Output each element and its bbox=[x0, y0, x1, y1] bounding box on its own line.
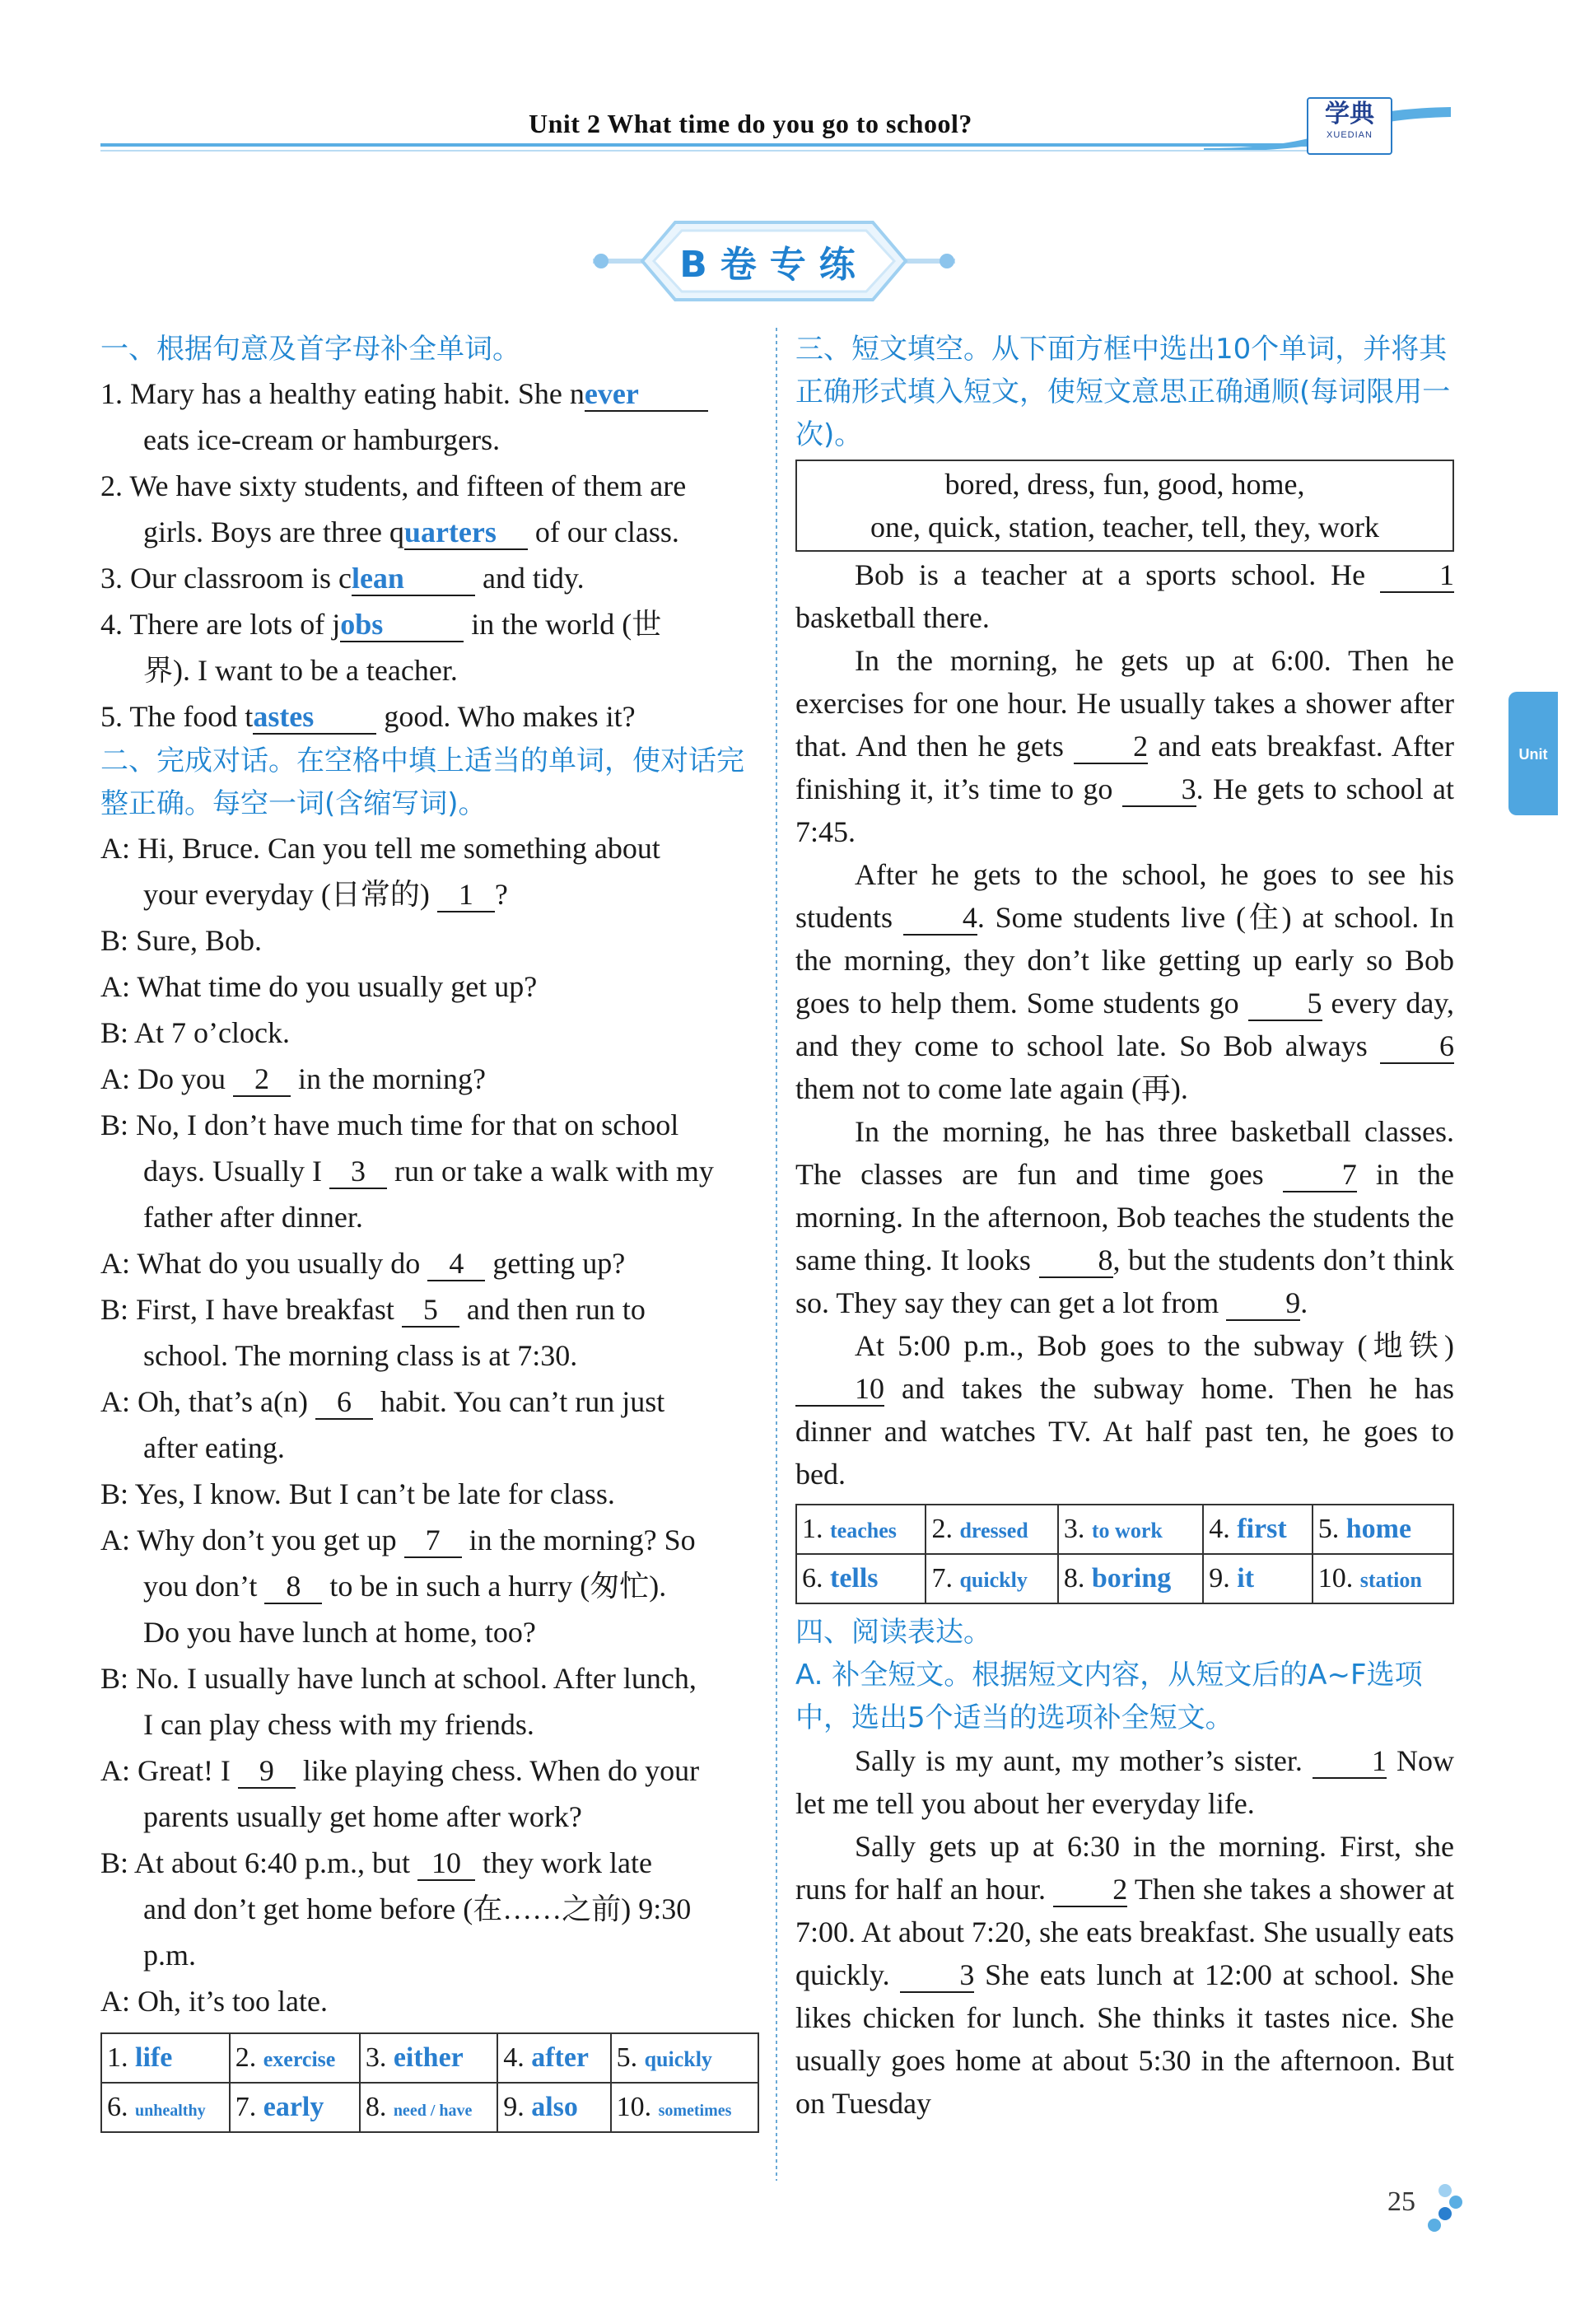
answer-value: teaches bbox=[830, 1519, 897, 1542]
blank-number: 7 bbox=[404, 1524, 462, 1558]
dialogue-line bbox=[100, 1886, 759, 1932]
dialogue-text: they work late bbox=[475, 1846, 652, 1879]
dialogue-text: B: No. I usually have lunch at school. After lunch, bbox=[100, 1662, 697, 1695]
dialogue-text: B: Yes, I know. But I can’t be late for class. bbox=[100, 1477, 615, 1510]
answer-number: 8. bbox=[365, 2092, 394, 2122]
blank-number: 8 bbox=[1039, 1244, 1113, 1278]
answer-number: 4. bbox=[503, 2042, 532, 2073]
answer-number: 1. bbox=[802, 1514, 830, 1544]
blank-number: 8 bbox=[264, 1570, 322, 1604]
dialogue-text: days. Usually I bbox=[143, 1155, 329, 1188]
dialogue-text: getting up? bbox=[485, 1247, 626, 1280]
answer-value: tells bbox=[830, 1563, 879, 1594]
column-divider bbox=[776, 328, 777, 2181]
passage-paragraph bbox=[795, 639, 1454, 853]
dialogue-text: A: What time do you usually get up? bbox=[100, 970, 538, 1003]
part2-answer-table bbox=[100, 2032, 759, 2133]
answer-number: 2. bbox=[235, 2042, 263, 2073]
dialogue-line bbox=[100, 917, 759, 964]
blank-number: 1 bbox=[1380, 558, 1454, 593]
answer-number: 3. bbox=[1063, 1514, 1092, 1544]
answer-cell bbox=[796, 1554, 926, 1603]
page-header bbox=[100, 97, 1451, 155]
answer-value: life bbox=[135, 2042, 173, 2073]
dialogue-line bbox=[100, 1332, 759, 1379]
dialogue-line bbox=[100, 871, 759, 917]
dialogue-text: run or take a walk with my bbox=[386, 1155, 714, 1188]
answer-cell bbox=[497, 2033, 610, 2083]
dialogue-text: A: Great! I bbox=[100, 1754, 238, 1787]
answer-number: 2. bbox=[931, 1514, 960, 1544]
part1-item-2-cont: girls. Boys are three quarters of our class. bbox=[143, 516, 679, 548]
passage-text: Now let me tell you about her everyday life. bbox=[795, 1744, 1455, 1820]
part1-item-5: 5. The food tastes good. Who makes it? bbox=[100, 700, 636, 733]
blank-number: 1 bbox=[437, 878, 495, 912]
answer-cell bbox=[360, 2083, 497, 2132]
passage-paragraph bbox=[795, 1739, 1454, 1825]
dialogue-line bbox=[100, 1609, 759, 1655]
answer-row bbox=[101, 2083, 758, 2132]
answer-value: either bbox=[393, 2042, 464, 2073]
answer-row bbox=[796, 1505, 1453, 1554]
blank-number: 3 bbox=[1122, 772, 1196, 807]
dialogue-line bbox=[100, 1701, 759, 1748]
dialogue-text: you don’t bbox=[143, 1570, 265, 1603]
answer-cell bbox=[926, 1554, 1057, 1603]
answer-cell bbox=[611, 2033, 758, 2083]
part3-heading: 三、短文填空。从下面方框中选出10个单词，并将其正确形式填入短文，使短文意思正确通顺(每词限用一次)。 bbox=[795, 333, 1451, 451]
dialogue-text: B: At 7 o’clock. bbox=[100, 1016, 290, 1049]
dialogue-text: Do you have lunch at home, too? bbox=[143, 1616, 536, 1649]
answer-cell bbox=[1058, 1554, 1203, 1603]
word-bank-line-2: one, quick, station, teacher, tell, they, work bbox=[870, 511, 1380, 544]
dialogue-line bbox=[100, 1148, 759, 1194]
section-title: B卷专练 bbox=[679, 244, 869, 286]
part3-passage bbox=[795, 553, 1454, 1496]
blank-number: 5 bbox=[1248, 987, 1322, 1021]
passage-text: In the morning, he gets up at 6:00. Then he exercises for one hour. He usually takes a shower after that. And then he gets bbox=[795, 644, 1454, 763]
answer-value: to work bbox=[1091, 1519, 1163, 1542]
word-bank-line-1: bored, dress, fun, good, home, bbox=[944, 468, 1305, 501]
dialogue-text: parents usually get home after work? bbox=[143, 1800, 582, 1833]
dialogue-line bbox=[100, 1240, 759, 1286]
passage-text: Then she takes a shower at 7:00. At about 7:20, she eats breakfast. She usually eats quickly. bbox=[795, 1873, 1454, 1991]
answer-cell bbox=[497, 2083, 610, 2132]
right-column bbox=[795, 328, 1454, 2125]
answer-value: it bbox=[1237, 1563, 1255, 1594]
unit-title: Unit 2 What time do you go to school? bbox=[529, 109, 972, 138]
passage-text: At 5:00 p.m., Bob goes to the subway (地铁) bbox=[855, 1329, 1454, 1362]
answer-number: 5. bbox=[1317, 1514, 1346, 1544]
answer-cell bbox=[360, 2033, 497, 2083]
answer-row bbox=[796, 1554, 1453, 1603]
blank-number: 1 bbox=[1313, 1744, 1387, 1779]
blank-number: 4 bbox=[903, 901, 977, 936]
answer-number: 10. bbox=[616, 2092, 659, 2122]
part1-heading: 一、根据句意及首字母补全单词。 bbox=[100, 333, 520, 366]
dialogue-text: in the morning? So bbox=[461, 1524, 696, 1556]
part1-item-1: 1. Mary has a healthy eating habit. She never bbox=[100, 371, 759, 417]
passage-text: them not to come late again (再). bbox=[795, 1072, 1188, 1105]
passage-paragraph bbox=[795, 1825, 1454, 2125]
dialogue-line bbox=[100, 1379, 759, 1425]
dialogue-text: A: Do you bbox=[100, 1062, 233, 1095]
dialogue-line bbox=[100, 1102, 759, 1148]
part1-item-4-cont: 界). I want to be a teacher. bbox=[143, 654, 458, 687]
dialogue-line bbox=[100, 1425, 759, 1471]
dialogue-line bbox=[100, 1840, 759, 1886]
blank-number: 10 bbox=[795, 1372, 884, 1407]
passage-paragraph bbox=[795, 1324, 1454, 1496]
dialogue-text: B: First, I have breakfast bbox=[100, 1293, 402, 1326]
answer-fill: astes bbox=[253, 700, 376, 735]
answer-value: exercise bbox=[263, 2047, 336, 2071]
answer-value: quickly bbox=[959, 1568, 1028, 1592]
answer-number: 7. bbox=[931, 1563, 960, 1594]
dialogue-line bbox=[100, 1194, 759, 1240]
dialogue-line bbox=[100, 1748, 759, 1794]
passage-text: Sally is my aunt, my mother’s sister. bbox=[855, 1744, 1313, 1777]
blank-number: 4 bbox=[427, 1247, 485, 1281]
header-rule-thin bbox=[100, 150, 1336, 152]
part1-item-3: 3. Our classroom is clean and tidy. bbox=[100, 562, 585, 595]
dialogue-text: like playing chess. When do your bbox=[295, 1754, 700, 1787]
dialogue-line bbox=[100, 1517, 759, 1563]
dialogue-text: and don’t get home before (在……之前) 9:30 bbox=[143, 1892, 692, 1925]
dialogue-line bbox=[100, 1010, 759, 1056]
answer-value: early bbox=[263, 2092, 324, 2122]
answer-value: after bbox=[531, 2042, 590, 2073]
blank-number: 2 bbox=[1053, 1873, 1127, 1907]
word-bank bbox=[795, 460, 1454, 552]
passage-text: After he gets to the school, he goes to see his students bbox=[795, 858, 1454, 934]
answer-value: unhealthy bbox=[135, 2102, 206, 2120]
blank-number: 6 bbox=[315, 1385, 373, 1420]
answer-cell bbox=[1313, 1554, 1453, 1603]
answer-fill: obs bbox=[340, 608, 464, 642]
publisher-logo: 学典 XUEDIAN bbox=[1307, 97, 1392, 155]
blank-number: 9 bbox=[238, 1754, 296, 1789]
dialogue-text: B: No, I don’t have much time for that on school bbox=[100, 1108, 679, 1141]
dialogue-text: and then run to bbox=[459, 1293, 646, 1326]
part1-item-1-cont: eats ice-cream or hamburgers. bbox=[143, 423, 501, 456]
answer-fill: uarters bbox=[404, 516, 528, 550]
answer-number: 3. bbox=[365, 2042, 394, 2073]
dialogue-text: B: Sure, Bob. bbox=[100, 924, 263, 957]
answer-value: quickly bbox=[644, 2047, 712, 2071]
blank-number: 9 bbox=[1226, 1286, 1300, 1321]
answer-cell bbox=[230, 2083, 360, 2132]
dialogue-text: your everyday (日常的) bbox=[143, 878, 437, 911]
blank-number: 6 bbox=[1380, 1029, 1454, 1064]
dialogue-text: after eating. bbox=[143, 1431, 285, 1464]
dialogue-line bbox=[100, 1056, 759, 1102]
part4-subheading: A. 补全短文。根据短文内容，从短文后的A~F选项中，选出5个适当的选项补全短文。 bbox=[795, 1659, 1423, 1734]
answer-cell bbox=[926, 1505, 1057, 1554]
answer-row bbox=[101, 2033, 758, 2083]
answer-number: 1. bbox=[107, 2042, 135, 2073]
passage-text: Sally gets up at 6:30 in the morning. First, she runs for half an hour. bbox=[795, 1830, 1454, 1906]
answer-cell bbox=[230, 2033, 360, 2083]
answer-cell bbox=[1313, 1505, 1453, 1554]
dialogue-line bbox=[100, 825, 759, 871]
dialogue-text: A: Oh, that’s a(n) bbox=[100, 1385, 315, 1418]
passage-paragraph bbox=[795, 1110, 1454, 1324]
dialogue-text: school. The morning class is at 7:30. bbox=[143, 1339, 578, 1372]
answer-cell bbox=[1203, 1554, 1312, 1603]
dialogue-text: father after dinner. bbox=[143, 1201, 363, 1234]
passage-text: , but the students don’t think so. They say they can get a lot from bbox=[795, 1244, 1455, 1319]
answer-cell bbox=[101, 2033, 230, 2083]
left-column bbox=[100, 328, 759, 2133]
answer-cell bbox=[1203, 1505, 1312, 1554]
answer-value: station bbox=[1359, 1568, 1422, 1592]
answer-cell bbox=[611, 2083, 758, 2132]
passage-text: . bbox=[1300, 1286, 1308, 1319]
passage-text: in the morning. In the afternoon, Bob teaches the students the same thing. It looks bbox=[795, 1158, 1454, 1276]
dialogue-line bbox=[100, 1655, 759, 1701]
blank-number: 5 bbox=[402, 1293, 459, 1328]
dialogue-line bbox=[100, 1978, 759, 2024]
answer-fill: lean bbox=[352, 562, 475, 596]
passage-text: She eats lunch at 12:00 at school. She likes chicken for lunch. She thinks it tastes nice. She usually goes home at about 5:30 in the afternoon. But on Tuesday bbox=[795, 1958, 1454, 2120]
dialogue-line bbox=[100, 1932, 759, 1978]
dialogue-text: B: At about 6:40 p.m., but bbox=[100, 1846, 418, 1879]
dialogue-text: habit. You can’t run just bbox=[372, 1385, 665, 1418]
passage-paragraph bbox=[795, 853, 1454, 1110]
answer-value: also bbox=[531, 2092, 578, 2122]
answer-number: 8. bbox=[1063, 1563, 1092, 1594]
dialogue-text: A: Oh, it’s too late. bbox=[100, 1985, 328, 2018]
dialogue-line bbox=[100, 1286, 759, 1332]
part1-item-4: 4. There are lots of jobs in the world (世 bbox=[100, 608, 662, 641]
blank-number: 3 bbox=[900, 1958, 974, 1993]
passage-text: . Some students live (住) at school. In the morning, they don’t like getting up early so Bob goes to help them. Some students go bbox=[795, 901, 1454, 1020]
blank-number: 3 bbox=[329, 1155, 387, 1189]
part1-item-2: 2. We have sixty students, and fifteen of them are bbox=[100, 469, 687, 502]
answer-value: first bbox=[1237, 1514, 1287, 1544]
passage-text: and eats breakfast. After finishing it, it’s time to go bbox=[795, 730, 1454, 805]
passage-paragraph bbox=[795, 553, 1454, 639]
dialogue-text: in the morning? bbox=[291, 1062, 486, 1095]
dialogue-text: A: Hi, Bruce. Can you tell me something about bbox=[100, 832, 660, 865]
section-banner bbox=[593, 216, 955, 306]
passage-text: and takes the subway home. Then he has dinner and watches TV. At half past ten, he goes to bed. bbox=[795, 1372, 1454, 1491]
answer-cell bbox=[796, 1505, 926, 1554]
answer-number: 7. bbox=[235, 2092, 263, 2122]
answer-number: 9. bbox=[503, 2092, 532, 2122]
part3-answer-table bbox=[795, 1504, 1454, 1604]
dialogue-text: ? bbox=[494, 878, 508, 911]
blank-number: 7 bbox=[1283, 1158, 1357, 1192]
answer-value: sometimes bbox=[658, 2102, 732, 2120]
answer-number: 5. bbox=[616, 2042, 645, 2073]
part4-heading: 四、阅读表达。 bbox=[795, 1616, 991, 1649]
answer-number: 6. bbox=[107, 2092, 135, 2122]
answer-number: 9. bbox=[1209, 1563, 1238, 1594]
dialogue-line bbox=[100, 1471, 759, 1517]
passage-text: every day, and they come to school late. So Bob always bbox=[795, 987, 1454, 1062]
answer-value: home bbox=[1345, 1514, 1412, 1544]
header-rule bbox=[100, 143, 1336, 147]
answer-value: dressed bbox=[959, 1519, 1028, 1542]
answer-cell bbox=[1058, 1505, 1203, 1554]
dialogue-text: to be in such a hurry (匆忙). bbox=[322, 1570, 667, 1603]
dialogue-line bbox=[100, 1563, 759, 1609]
blank-number: 2 bbox=[233, 1062, 291, 1097]
dialogue-text: A: Why don’t you get up bbox=[100, 1524, 404, 1556]
answer-number: 6. bbox=[802, 1563, 830, 1594]
part2-heading: 二、完成对话。在空格中填上适当的单词，使对话完整正确。每空一词(含缩写词)。 bbox=[100, 744, 744, 820]
part4-passage bbox=[795, 1739, 1454, 2125]
passage-text: basketball there. bbox=[795, 601, 990, 634]
answer-fill: ever bbox=[585, 377, 708, 412]
unit-side-tab: Unit bbox=[1508, 692, 1558, 815]
dialogue-text: I can play chess with my friends. bbox=[143, 1708, 534, 1741]
passage-text: Bob is a teacher at a sports school. He bbox=[855, 558, 1380, 591]
passage-text: . He gets to school at 7:45. bbox=[795, 772, 1454, 848]
answer-number: 4. bbox=[1209, 1514, 1238, 1544]
answer-value: boring bbox=[1091, 1563, 1172, 1594]
blank-number: 2 bbox=[1074, 730, 1148, 764]
answer-value: need / have bbox=[393, 2102, 473, 2120]
page-number: 25 bbox=[1387, 2186, 1415, 2217]
answer-number: 10. bbox=[1317, 1563, 1360, 1594]
blank-number: 10 bbox=[417, 1846, 475, 1881]
dialogue-text: A: What do you usually do bbox=[100, 1247, 428, 1280]
dialogue-text: p.m. bbox=[143, 1939, 197, 1972]
answer-cell bbox=[101, 2083, 230, 2132]
dialogue-line bbox=[100, 1794, 759, 1840]
passage-text: In the morning, he has three basketball classes. The classes are fun and time goes bbox=[795, 1115, 1454, 1191]
dialogue bbox=[100, 825, 759, 2024]
dialogue-line bbox=[100, 964, 759, 1010]
